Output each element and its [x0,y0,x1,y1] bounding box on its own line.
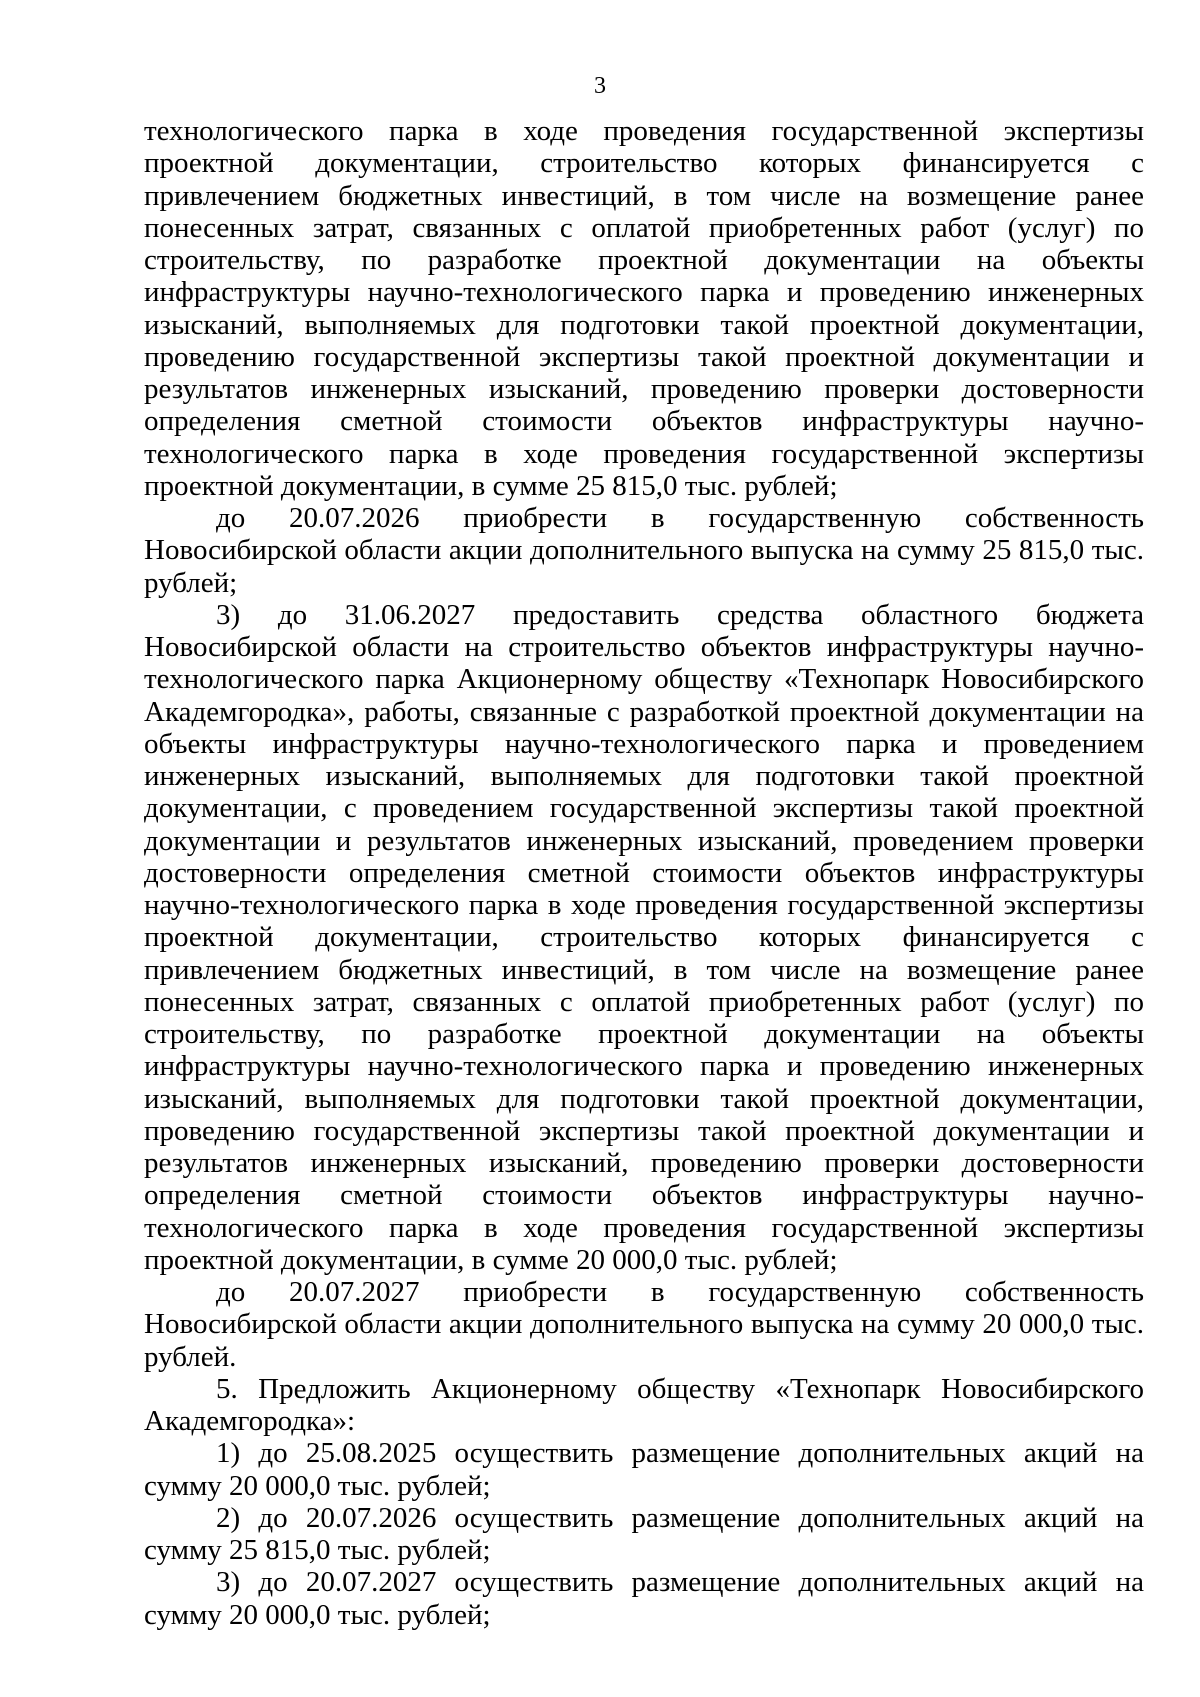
paragraph-continuation: технологического парка в ходе проведения государственной экспертизы проектной документации, строительство которых финансируется с привлечением бюджетных инвестиций, в том числе на возмещение ранее понесенных затрат, связанных с оплатой приобретенных работ (услуг) по строительству, по разработке проектной документации на объекты инфраструктуры научно-технологического парка и проведению инженерных изысканий, выполняемых для подготовки такой проектной документации, проведению государственной экспертизы такой проектной документации и результатов инженерных изысканий, проведению проверки достоверности определения сметной стоимости объектов инфраструктуры научно-технологического парка в ходе проведения государственной экспертизы проектной документации, в сумме 25 815,0 тыс. рублей; [144,115,1144,502]
paragraph-item-3-shares-2027: 3) до 20.07.2027 осуществить размещение дополнительных акций на сумму 20 000,0 тыс. рублей; [144,1566,1144,1631]
paragraph-acquire-2027: до 20.07.2027 приобрести в государственную собственность Новосибирской области акции дополнительного выпуска на сумму 20 000,0 тыс. рублей. [144,1276,1144,1373]
document-body [144,115,1144,1631]
page-number: 3 [594,73,606,99]
paragraph-section-5: 5. Предложить Акционерному обществу «Технопарк Новосибирского Академгородка»: [144,1372,1144,1437]
paragraph-item-2-shares-2026: 2) до 20.07.2026 осуществить размещение дополнительных акций на сумму 25 815,0 тыс. рублей; [144,1501,1144,1566]
paragraph-item-1-shares-2025: 1) до 25.08.2025 осуществить размещение дополнительных акций на сумму 20 000,0 тыс. рублей; [144,1437,1144,1502]
paragraph-acquire-2026: до 20.07.2026 приобрести в государственную собственность Новосибирской области акции дополнительного выпуска на сумму 25 815,0 тыс. рублей; [144,502,1144,599]
paragraph-item-3-funding-2027: 3) до 31.06.2027 предоставить средства областного бюджета Новосибирской области на строительство объектов инфраструктуры научно-технологического парка Акционерному обществу «Технопарк Новосибирского Академгородка», работы, связанные с разработкой проектной документации на объекты инфраструктуры научно-технологического парка и проведением инженерных изысканий, выполняемых для подготовки такой проектной документации, с проведением государственной экспертизы такой проектной документации и результатов инженерных изысканий, проведением проверки достоверности определения сметной стоимости объектов инфраструктуры научно-технологического парка в ходе проведения государственной экспертизы проектной документации, строительство которых финансируется с привлечением бюджетных инвестиций, в том числе на возмещение ранее понесенных затрат, связанных с оплатой приобретенных работ (услуг) по строительству, по разработке проектной документации на объекты инфраструктуры научно-технологического парка и проведению инженерных изысканий, выполняемых для подготовки такой проектной документации, проведению государственной экспертизы такой проектной документации и результатов инженерных изысканий, проведению проверки достоверности определения сметной стоимости объектов инфраструктуры научно-технологического парка в ходе проведения государственной экспертизы проектной документации, в сумме 20 000,0 тыс. рублей; [144,598,1144,1276]
